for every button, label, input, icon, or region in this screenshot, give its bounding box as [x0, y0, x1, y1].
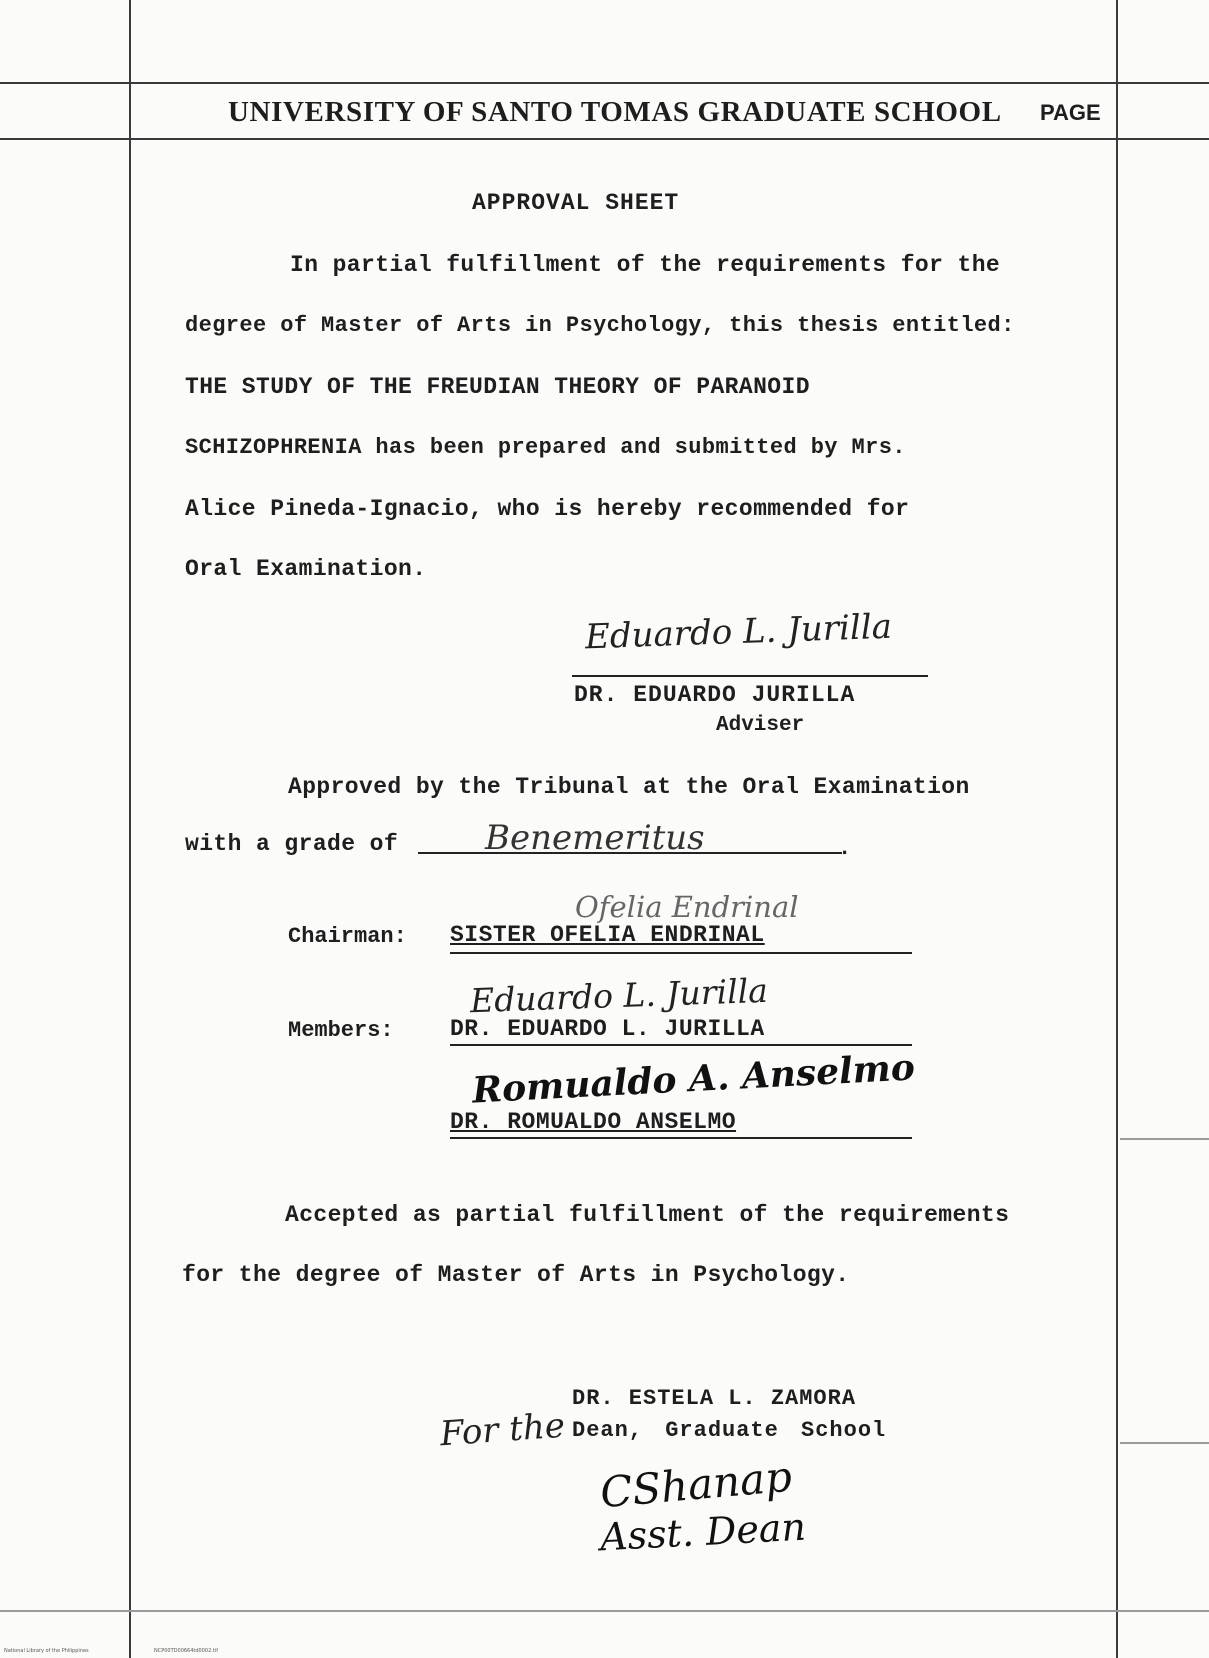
footer-right-text: NCP00TD00664td0002.tif [154, 1648, 218, 1654]
paragraph1-line-4: SCHIZOPHRENIA has been prepared and submitted by Mrs. [185, 435, 906, 460]
members-label: Members: [288, 1018, 394, 1043]
chairman-name: SISTER OFELIA ENDRINAL [450, 922, 765, 948]
acceptance-line-2: for the degree of Master of Arts in Psychology. [182, 1262, 850, 1288]
chairman-label: Chairman: [288, 924, 407, 949]
grade-period: . [838, 836, 852, 861]
paragraph1-line-1: In partial fulfillment of the requirements for the [290, 252, 1001, 278]
grade-handwritten: Benemeritus [485, 818, 705, 858]
right-margin-mark-1 [1120, 1138, 1209, 1140]
chairman-signature: Ofelia Endrinal [575, 890, 799, 924]
paragraph1-line-2: degree of Master of Arts in Psychology, this thesis entitled: [185, 313, 1015, 338]
approval-line-1: Approved by the Tribunal at the Oral Examination [288, 774, 970, 800]
member2-name: DR. ROMUALDO ANSELMO [450, 1109, 737, 1135]
right-border-line [1116, 0, 1118, 1658]
dean-title: Dean, Graduate School [572, 1418, 887, 1443]
grade-line [418, 852, 842, 854]
member1-name: DR. EDUARDO L. JURILLA [450, 1016, 765, 1042]
adviser-signature-line [572, 675, 928, 677]
member2-signature: Romualdo A. Anselmo [471, 1046, 916, 1112]
adviser-name: DR. EDUARDO JURILLA [574, 682, 856, 708]
approval-line-2-prefix: with a grade of [185, 831, 399, 857]
dean-handwritten-signature: CShanap [598, 1451, 794, 1518]
left-border-line [129, 0, 131, 1658]
chairman-line [450, 952, 912, 954]
paragraph1-line-3: THE STUDY OF THE FREUDIAN THEORY OF PARANOID [185, 374, 810, 400]
document-title: APPROVAL SHEET [472, 190, 680, 216]
paragraph1-line-6: Oral Examination. [185, 556, 427, 582]
header-bottom-line [0, 138, 1209, 140]
page-label: PAGE [1040, 100, 1101, 125]
adviser-signature: Eduardo L. Jurilla [584, 606, 893, 658]
member1-line [450, 1044, 912, 1046]
adviser-role: Adviser [716, 714, 805, 737]
bottom-line [0, 1610, 1209, 1612]
institution-header: UNIVERSITY OF SANTO TOMAS GRADUATE SCHOOL [228, 96, 1002, 128]
header-top-line [0, 82, 1209, 84]
acceptance-line-1: Accepted as partial fulfillment of the requirements [285, 1202, 1010, 1228]
paragraph1-line-5: Alice Pineda-Ignacio, who is hereby recommended for [185, 496, 910, 522]
right-margin-mark-2 [1120, 1442, 1209, 1444]
dean-name: DR. ESTELA L. ZAMORA [572, 1386, 857, 1411]
member1-signature: Eduardo L. Jurilla [469, 970, 769, 1021]
footer-left-text: National Library of the Philippines [4, 1648, 89, 1654]
member2-line [450, 1137, 912, 1139]
dean-handwritten-prefix: For the [438, 1405, 567, 1455]
dean-handwritten-role: Asst. Dean [598, 1504, 807, 1560]
